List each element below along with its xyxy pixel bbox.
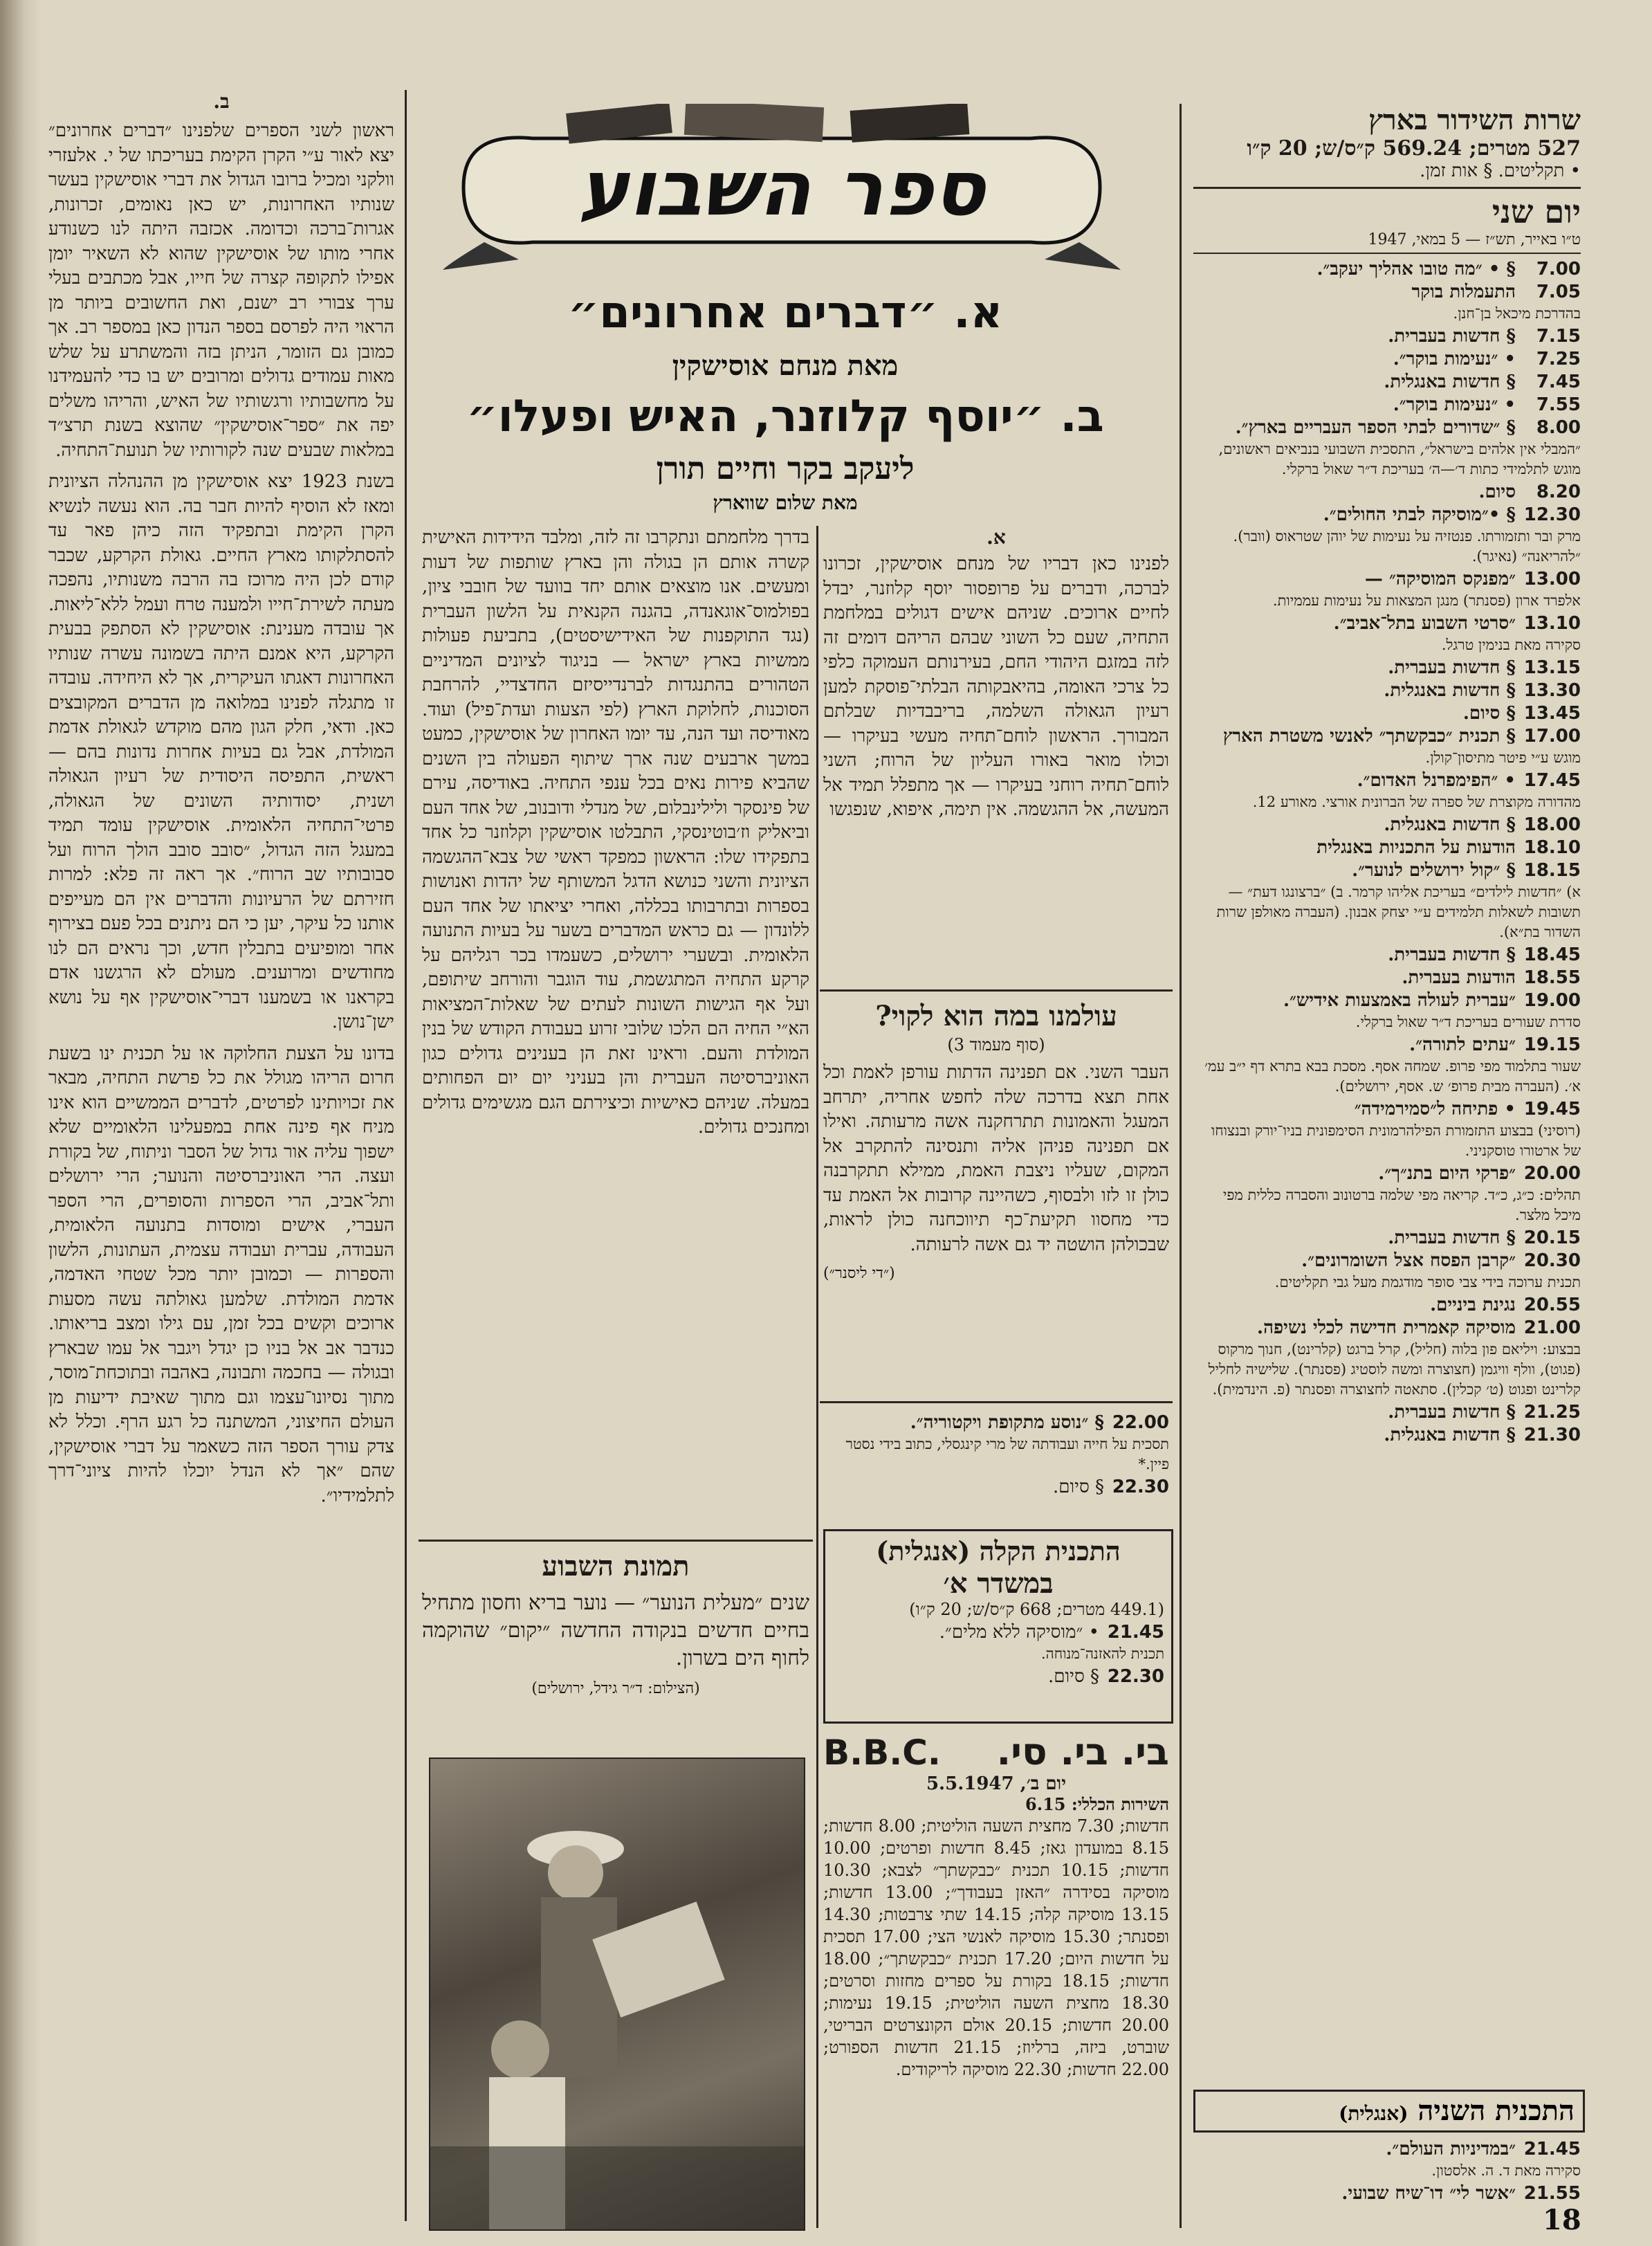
article-b-column [48,90,394,2221]
photo-of-the-week [429,1757,805,2231]
photo-box-top-rule [419,1540,813,1542]
radio-item-title: ״עתים לתורה״. [1409,1034,1516,1055]
headline-a: א. ״דברים אחרונים״ [567,287,1003,338]
article-b-paragraph-3: בדונו על הצעת החלוקה או על תכנית ינו בשעת חרום הריהו מגולל את כל פרשת התחיה, מבאר את זכויותינו לפרטים, לדברים הממשיים הוא אינו מניח אף פינה אחת במפעלינו הלאומיים שלא ישפוך עליה אור גדול של הסבר וניתוח, של בקורת ועצה. הרי האוניברסיטה והנוער; הרי ירושלים ותל־אביב, הרי הספרות והסופרים, הרי הספר העברי, אישים ומוסדות בתנועה הלאומית, העבודה, עברית ועבודה עצמית, העתונות, הלשון והספרות — וכמובן יותר מכל שטחי האדמה, אדמת המולדת. שלמען גאולתה עשה מסעות ארוכים וקשים בכל זמן, עם גילו ומצב בריאותו. כנדבר אב אל בניו כן יגדל ויגבר אל עמו שבארץ ובגולה — בחכמה ותבונה, באהבה ובתוכחת־מוסר, מתוך נסיונו־עצמו וגם מתוך שאיבת ידיעות מן העולם החיצוני, המשתנה כל רגע הרף. וכלל לא צדק עורך הספר הזה כשאמר על דברי אוסישקין, שהם ״אך לא הנדל יוכלו להיות ציוני־דרך לתלמידיו״. [48,1043,394,1506]
bbc-date: יום ב׳, 5.5.1947 [926,1773,1067,1794]
radio-item-time: 13.10 [1523,613,1581,634]
radio-item-title: § • ״מה טובו אהליך יעקב״. [1316,259,1516,280]
bbc-title: בי. בי. סי. [996,1730,1169,1773]
mid-schedule [823,1412,1169,1515]
radio-item-note: ״המבלי אין אלהים בישראל״, התסכית השבועי בנביאים ראשונים, מוגש לתלמידי כתות ד׳—ה׳ בעריכת ד״ר שאול ברקלי. [1218,441,1581,477]
radio-item-title: § חדשות בעברית. [1388,326,1516,347]
radio-item-title: מוסיקה קאמרית חדישה לכלי נשיפה. [1257,1317,1516,1338]
radio-schedule-item [1193,568,1581,591]
radio-item-time: 7.25 [1536,349,1581,369]
radio-schedule-item [1193,1250,1581,1272]
radio-item-time: 13.15 [1523,657,1581,678]
radio-schedule-item [1193,258,1581,281]
radio-item-title: § חדשות באנגלית. [1384,1425,1516,1445]
radio-item-time: 21.00 [1523,1317,1581,1338]
radio-schedule-item [1193,504,1581,527]
section-marker-a: א. [986,526,1006,549]
radio-schedule-column [1193,104,1581,2103]
divider-left [405,90,407,2221]
second-program-item: 21.45 ״במדיניות העולם״. [1386,2139,1581,2160]
photo-figures [430,1759,804,2229]
radio-item-time: 12.30 [1523,504,1581,525]
radio-schedule-item [1193,814,1581,837]
page-gutter [0,0,42,2246]
reviewer-byline: מאת שלום שווארץ [713,491,858,514]
radio-item-note: בהדרכת מיכאל בן־חנן. [1453,305,1581,322]
second-program-tag: (אנגלית) [1339,2102,1408,2125]
radio-item-title: § חדשות בעברית. [1388,657,1516,678]
second-program-heading [1195,2092,1583,2130]
book-of-the-week-banner [436,104,1128,277]
mid-schedule-item: 22.00 § ״נוסע מתקופת ויקטוריה״. [910,1412,1169,1433]
radio-schedule-item [1193,1162,1581,1185]
olamenu-top-rule [820,989,1173,992]
radio-item-time: 19.45 [1523,1099,1581,1120]
light-program-frequency: (449.1 מטרים; 668 ק״ס/ש; 20 ק״ו) [909,1600,1164,1619]
radio-item-title: § חדשות בעברית. [1388,1402,1516,1423]
radio-item-time: 8.20 [1536,482,1581,502]
radio-schedule-item [1193,1317,1581,1340]
radio-item-title: ״סרטי השבוע בתל־אביב״. [1333,613,1516,634]
radio-schedule-item [1193,394,1581,417]
radio-frequency: 527 מטרים; 569.24 ק״ס/ש; 20 ק״ו [1247,136,1581,161]
radio-item-title: § •״מוסיקה לבתי החולים״. [1323,504,1516,525]
radio-items-list [1193,258,1581,1447]
bbc-header [823,1730,1169,1773]
radio-item-note: מרק ובר ותזמורתו. פנטזיה על נעימות של יוהן שטראוס (וובר). ״להריאנה״ (נאיגר). [1233,528,1581,565]
radio-item-title: § חדשות באנגלית. [1384,372,1516,392]
radio-item-time: 18.45 [1523,944,1581,965]
radio-item-title: ״פרקי היום בתנ״ך״. [1378,1163,1516,1184]
radio-schedule-item [1193,1424,1581,1447]
radio-item-time: 18.10 [1523,837,1581,858]
article-a-column-2 [422,526,809,1529]
radio-schedule-item [1193,837,1581,859]
radio-item-time: 20.55 [1523,1295,1581,1315]
radio-item-title: סיום. [1478,482,1516,502]
radio-item-time: 13.45 [1523,703,1581,724]
radio-item-time: 7.15 [1536,326,1581,347]
radio-item-time: 20.00 [1523,1163,1581,1184]
radio-item-note: סקירה מאת בנימין טרגל. [1441,637,1581,653]
radio-item-title: ״מפנקס המוסיקה״ — [1364,569,1516,590]
day-title: יום שני [1492,193,1581,230]
radio-item-time: 19.00 [1523,990,1581,1011]
radio-schedule-item [1193,1098,1581,1121]
radio-schedule-item [1193,325,1581,348]
bbc-latin-title: B.B.C. [823,1733,941,1773]
radio-item-note: תכנית ערוכה בידי צבי סופר מודגמת מעל גבי תקליטים. [1274,1274,1581,1290]
radio-item-time: 7.00 [1536,259,1581,280]
second-program-note: סקירה מאת ד. ה. אלסטון. [1431,2162,1581,2179]
radio-item-time: 18.00 [1523,814,1581,835]
banner-title: ספר השבוע [578,144,985,232]
headline-b-author: ליעקב בקר וחיים תורן [656,451,915,486]
radio-item-time: 20.15 [1523,1227,1581,1248]
olamenu-title: עולמנו במה הוא לקוי? [875,1000,1117,1032]
second-program-title: התכנית השניה [1417,2094,1575,2127]
radio-schedule-item [1193,657,1581,679]
radio-item-note: א) ״חדשות לילדים״ בעריכת אליהו קרמר. ב) ״ברצונגו דעת״ — תשובות לשאלות תלמידים ע״י יצחק אבנון. (העברה מאולפן שרות השדור בת״א). [1216,884,1581,940]
radio-item-time: 18.55 [1523,967,1581,988]
radio-schedule-item [1193,612,1581,635]
radio-item-title: ״קרבן הפסח אצל השומרונים״. [1301,1250,1516,1271]
day-rule [1193,253,1581,254]
article-b-paragraph-2: בשנת 1923 יצא אוסישקין מן ההנהלה הציונית ומאז לא הוסיף להיות חבר בה. הוא נעשה לנשיא הקרן הקימת ובתפקיד הזה כיהן פאר עד להסתלקותו מארץ החיים. גאולת הקרקע, שכבר קודם לכן היה מרוכז בה הרבה משנותיו, נהפכה מעתה לשירת־חייו ולמענה טרח ועמל ללא־ליאות. אך עובדה מענינת: אוסישקין לא הסתפק בבעית הקרקע, היא אמנם היתה בשמונה עשרה שנותיו האחרונות דאגתו העיקרית, אך לא היחידה. עובדה זו מתגלה לפנינו במלואה מן הדברים המקובצים כאן. ודאי, חלק הגון מהם מוקדש לגאולת אדמת המולדת, אבל גם בעיות אחרות נדונות בהם — ראשית, התפיסה היסודית של רעיון הגאולה ושנית, יסודותיה השונים של הגאולה, פרטי־התחיה הלאומית. אוסישקין עומד תמיד במעגל הזה הגדול, ״סובב סובב הולך הרוח ועל סבובותיו שב הרוח״. אך ראה זה פלא: למרות חזירתם של הרעיונות והדברים אין הם מעייפים אותנו כל עיקר, יען כי הם ניתנים בכל פעם בצירוף אחר ומופיעים בתבלין חדש, וכך נראים הם לנו מחודשים ומרוענים. מעולם לא הרגשנו אדם בקראנו או בשמענו דברי־אוסישקין אף על נושא ישן־נושן. [48,471,394,1032]
light-program-item: 21.45 • ״מוסיקה ללא מלים״. [939,1622,1164,1643]
olamenu-signature: (״די ליסנר״) [823,1265,895,1282]
radio-schedule-item [1193,679,1581,702]
photo-box-title: תמונת השבוע [542,1550,690,1582]
headline-b: ב. ״יוסף קלוזנר, האיש ופעלו״ [466,391,1104,442]
olamenu-article [823,1000,1169,1387]
radio-legend: • תקליטים. § אות זמן. [1420,161,1581,181]
light-program-note: תכנית להאזנה־מנוחה. [1040,1645,1164,1662]
photo-box [422,1550,809,1757]
article-a-continuation: בדרך מלחמתם ונתקרבו זה לזה, ומלבד הידידות האישית קשרה אותם הן בגולה והן בארץ שותפות של דעות ומעשים. אנו מוצאים אותם יחד בוועד של חובבי ציון, בפולמוס־אוגאנדה, בהגנה הקנאית על הלשון העברית (נגד התוקפנות של האידישיסטים), בתביעת פעולות ממשיות בארץ ישראל — בניגוד לציונים המדיניים הטהורים בהתנגדות לברנדייסיזם החדצדיי, להרחבת הסוכנות, לחלוקת הארץ (לפי הצעות ועדת־פיל) ועוד. מאודיסה ועד הנה, עד יומו האחרון של אוסישקין, כמעט במשך ארבעים שנה ארך שיתוף הפעולה בין השנים שהביא פירות נאים בכל ענפי התחיה. באודיסה, עירם של פינסקר ולילינבלום, של מנדלי ודובנוב, של אחד העם וביאליק וז׳בוטינסקי, התבלטו אוסישקין וקלוזנר כל אחד בתפקידו שלו: הראשון כמפקד ראשי של צבא־ההגשמה הציונית והשני כנושא הדגל המשותף של יהדות ואנושות בספרות ובתרבותו בכללה, ואחרי יציאתו של אחד העם ללונדון — גם כראש המדברים בשער על בעיות התנועה הלאומית. ובשערי ירושלים, כשעמדו בכר רגליהם על קרקע התחיה המתגשמת, עוד הוגבר והורחב שיתופם, ועל אף הגישות השונות לעתים של שאלות־המציאות הא״י החיה הם הלכו שלובי זרוע בעבודת הקודש של בנין המולדת והעם. וראינו זאת הן בענינים גדולים כגון האוניברסיטה העברית והן בעניני יום יום הפחותים במעלה. שניהם כאישיות וכיצירתם הגם מגשימים גדולים ומחנכים גדולים. [422,527,809,1138]
light-program-item: 22.30 § סיום. [1047,1666,1164,1687]
radio-item-title: § חדשות בעברית. [1388,1227,1516,1248]
light-program-title: התכנית הקלה (אנגלית) [876,1535,1121,1567]
radio-item-time: 18.15 [1523,860,1581,881]
radio-item-title: • ״נעימות בוקר״. [1393,349,1516,369]
mid-schedule-note: תסכית על חייה ועבודתה של מרי קינגסלי, כתוב בידי נסטר פיין.* [845,1436,1169,1472]
radio-schedule-item [1193,859,1581,882]
radio-item-time: 8.00 [1536,417,1581,438]
radio-schedule-item [1193,725,1581,748]
radio-item-note: (רוסיני) בבצוע התזמורת הפילהרמונית הסימפונית בניו־יורק ובנצוחו של ארטורו טוסקניני. [1211,1122,1581,1159]
radio-item-title: התעמלות בוקר [1411,282,1516,302]
page-number: 18 [1543,2204,1581,2236]
divider-right [1180,104,1182,2228]
radio-item-title: הודעות בעברית. [1402,967,1516,988]
light-program-subtitle: במשדר א׳ [943,1567,1054,1600]
bbc-lead: השירות הכללי: 6.15 [1025,1794,1169,1814]
radio-schedule-item [1193,1401,1581,1424]
radio-item-title: נגינת ביניים. [1430,1295,1516,1315]
radio-schedule-item [1193,348,1581,371]
radio-item-time: 17.00 [1523,726,1581,747]
radio-schedule-item [1193,1294,1581,1317]
radio-schedule-item [1193,1227,1581,1250]
radio-item-title: • ״נעימות בוקר״. [1393,394,1516,415]
radio-schedule-item [1193,769,1581,792]
radio-schedule-item [1193,989,1581,1012]
radio-header-rule [1193,187,1581,189]
light-program-box [823,1529,1173,1724]
radio-item-time: 21.25 [1523,1402,1581,1423]
radio-item-time: 13.30 [1523,680,1581,701]
light-program-content [832,1535,1164,1719]
radio-item-time: 20.30 [1523,1250,1581,1271]
radio-item-note: מהדורה מקוצרת של ספרה של הברונית אורצי. מאורע 12. [1252,794,1581,810]
second-program-items [1193,2138,1581,2242]
photo-caption: שנים ״מעלית הנוער״ — נוער בריא וחסון מתחיל בחיים חדשים בנקודה החדשה ״יקום״ שהוקמה לחוף הים בשרון. [422,1591,809,1670]
radio-item-time: 13.00 [1523,569,1581,590]
radio-schedule-item [1193,1034,1581,1057]
radio-schedule-item [1193,967,1581,989]
mid-schedule-item: 22.30 § סיום. [1052,1477,1169,1497]
radio-item-time: 19.15 [1523,1034,1581,1055]
radio-item-time: 17.45 [1523,770,1581,791]
radio-item-time: 21.30 [1523,1425,1581,1445]
day-date: ט״ו באייר, תש״ז — 5 במאי, 1947 [1368,231,1581,248]
radio-item-title: ״עברית לעולה באמצעות אידיש״. [1283,990,1516,1011]
radio-item-note: מוגש ע״י פיטר מתיסון־קולן. [1425,749,1581,766]
radio-item-note: שעור בתלמוד מפי פרופ. שמחה אסף. מסכת בבא בתרא דף י״ב עמ׳ א׳. (העברה מבית פרופ׳ ש. אסף, ירושלים). [1204,1058,1581,1095]
radio-item-note: אלפרד ארון (פסנתר) מנגן המצאות על נעימות עממיות. [1272,592,1581,609]
radio-schedule-item [1193,481,1581,504]
radio-item-title: § חדשות באנגלית. [1384,814,1516,835]
radio-item-time: 7.05 [1536,282,1581,302]
mid-sched-top-rule [820,1401,1173,1403]
article-a-opening: לפנינו כאן דבריו של מנחם אוסישקין, זכרונו לברכה, ודברים על פרופסור יוסף קלוזנר, יבדל לחיים ארוכים. שניהם אישים דגולים במלחמת התחיה, שעם כל השוני שבהם הריהם דומים זה לזה במזגם היהודי החם, בעירנותם העמוקה כלפי כל צרכי האומה, בהיאבקותה הבלתי־פוסקת למען רעיון הגאולה השלמה, בריבבדיות שבלתם המבורך. הראשון לוחם־תחיה מעשי בעיקרו — וכולו מואר באורו העליון של הרוח; השני לוחם־תחיה רוחני בעיקרו — אך מתפלל תמיד אל המעשה, אל ההגשמה. אין תימה, איפוא, שנפגשו [823,554,1169,820]
radio-item-title: • פתיחה ל״סמירמידה״ [1354,1099,1516,1120]
radio-item-title: § תכנית ״כבקשתך״ לאנשי משטרת הארץ [1222,726,1516,747]
olamenu-subtitle: (סוף מעמוד 3) [947,1035,1045,1054]
radio-item-title: § חדשות בעברית. [1388,944,1516,965]
radio-schedule-item [1193,417,1581,439]
section-marker-b: ב. [213,90,230,113]
radio-item-note: בבצוע: ויליאם פון בלוה (חליל), קרל ברגט (קלרינט), חנוך מרקוס (פגוט), וולף וויגמן (חצוצרה ומשה לוסטיג (פסנתר). שלישיה לחליל קלרינט ופגוט (ט׳ קכלין). סתאטה לחצוצרה ופסנתר (פ. הינדמית). [1208,1341,1581,1398]
olamenu-text: העבר השני. אם תפנינה הדתות עורפן לאמת וכל אחת תצא בדרכה שלה לחפש אחריה, יתרחב המעגל והאמונות תתרחקנה אשה מרעותה. ואילו אם תפנינה פניהן אליה ותנסינה להתקרב אל המקום, שעליו ניצבת האמת, ממילא תתקרבנה כולן זו לזו ולבסוף, כשהיינה קרובות אל האמת עד כדי מחסוו תקיעת־כף תיווכחנה כולן לראות, שבכולהן הושטה יד גם אשה לרעותה. [823,1062,1169,1255]
radio-item-title: הודעות על התכניות באנגלית [1316,837,1516,858]
radio-item-time: 7.45 [1536,372,1581,392]
article-a-column-1 [823,526,1169,983]
divider-middle [816,526,818,2228]
radio-schedule-item [1193,371,1581,394]
radio-schedule-item [1193,281,1581,304]
radio-item-note: תהלים: כ״ג, כ״ד. קריאה מפי שלמה ברטונוב והסברה כללית מפי מיכל מלצר. [1222,1187,1581,1223]
radio-item-title: § סיום. [1462,703,1516,724]
radio-item-time: 7.55 [1536,394,1581,415]
photo-credit: (הצילום: ד״ר גידל, ירושלים) [531,1680,700,1697]
headline-a-author: מאת מנחם אוסישקין [672,349,899,382]
radio-schedule-item [1193,944,1581,967]
radio-header: שרות השידור בארץ [1368,104,1581,136]
second-program-item: 21.55 ״אשר לי״ דו־שיח שבועי. [1341,2183,1581,2204]
radio-schedule-item [1193,702,1581,725]
radio-item-title: § ״שדורים לבתי הספר העבריים בארץ״. [1235,417,1516,438]
radio-item-title: • ״הפימפרנל האדום״. [1357,770,1516,791]
radio-item-title: § ״קול ירושלים לנוער״. [1352,860,1516,881]
bbc-text: חדשות; 7.30 מחצית השעה הוליטית; 8.00 חדשות; 8.15 במועדון גאז; 8.45 חדשות ופרטים; 10.00 חדשות; 10.15 תכנית ״כבקשתך״ לצבא; 10.30 מוסיקה בסידרה ״האזן בעבודך״; 13.00 חדשות; 13.15 מוסיקה קלה; 14.15 שתי צרבטות; 14.30 ופסנתר; 15.30 מוסיקה לאנשי הצי; 17.00 תסכית על חדשות היום; 17.20 תכנית ״כבקשתך״; 18.00 חדשות; 18.15 בקורת על ספרים מחזות וסרטים; 18.30 מחצית השעה הוליטית; 19.15 נעימות; 20.00 חדשות; 20.15 אולם הקונצרטים הבריטי, שוברט, ביזה, ברליוז; 21.15 חדשות הספורט; 22.00 חדשות; 22.30 מוסיקה לריקודים. [823,1816,1169,2079]
bbc-schedule [823,1730,1169,2228]
second-program-box [1193,2090,1585,2133]
article-b-paragraph-1: ראשון לשני הספרים שלפנינו ״דברים אחרונים״ יצא לאור ע״י הקרן הקימת בעריכתו של י. אלעזרי וולקני ומכיל ברובו הגדול את דברי אוסישקין בעשר שנותיו האחרונות, יש כאן נאומים, זכרונות, אגרות־ברכה וכדומה. אכזבה היתה לנו כשנודע אחרי מותו של אוסישקין שהוא לא השאיר יומן אפילו לתקופה קצרה של חייו, אבל מכתבים בעלי ערך צבורי רב ישנם, ואת החשובים ביותר מן הראוי היה לפרסם בספר הנדון כאן במספר רב. אך כמובן גם הזומר, הניתן בזה והמשתרע על שלש מאות עמודים גדולים ומרובים יש בו כדי להעמידנו על מחשבותיו ורגשותיו של האיש, והריהו משלים יפה את ״ספר־אוסישקין״ שהוצא בשנת תרצ״ד במלאות שבעים שנה לקורותיו של תנועת־התחיה. [48,120,394,461]
radio-item-note: סדרת שעורים בעריכת ד״ר שאול ברקלי. [1355,1014,1581,1030]
radio-item-title: § חדשות באנגלית. [1384,680,1516,701]
